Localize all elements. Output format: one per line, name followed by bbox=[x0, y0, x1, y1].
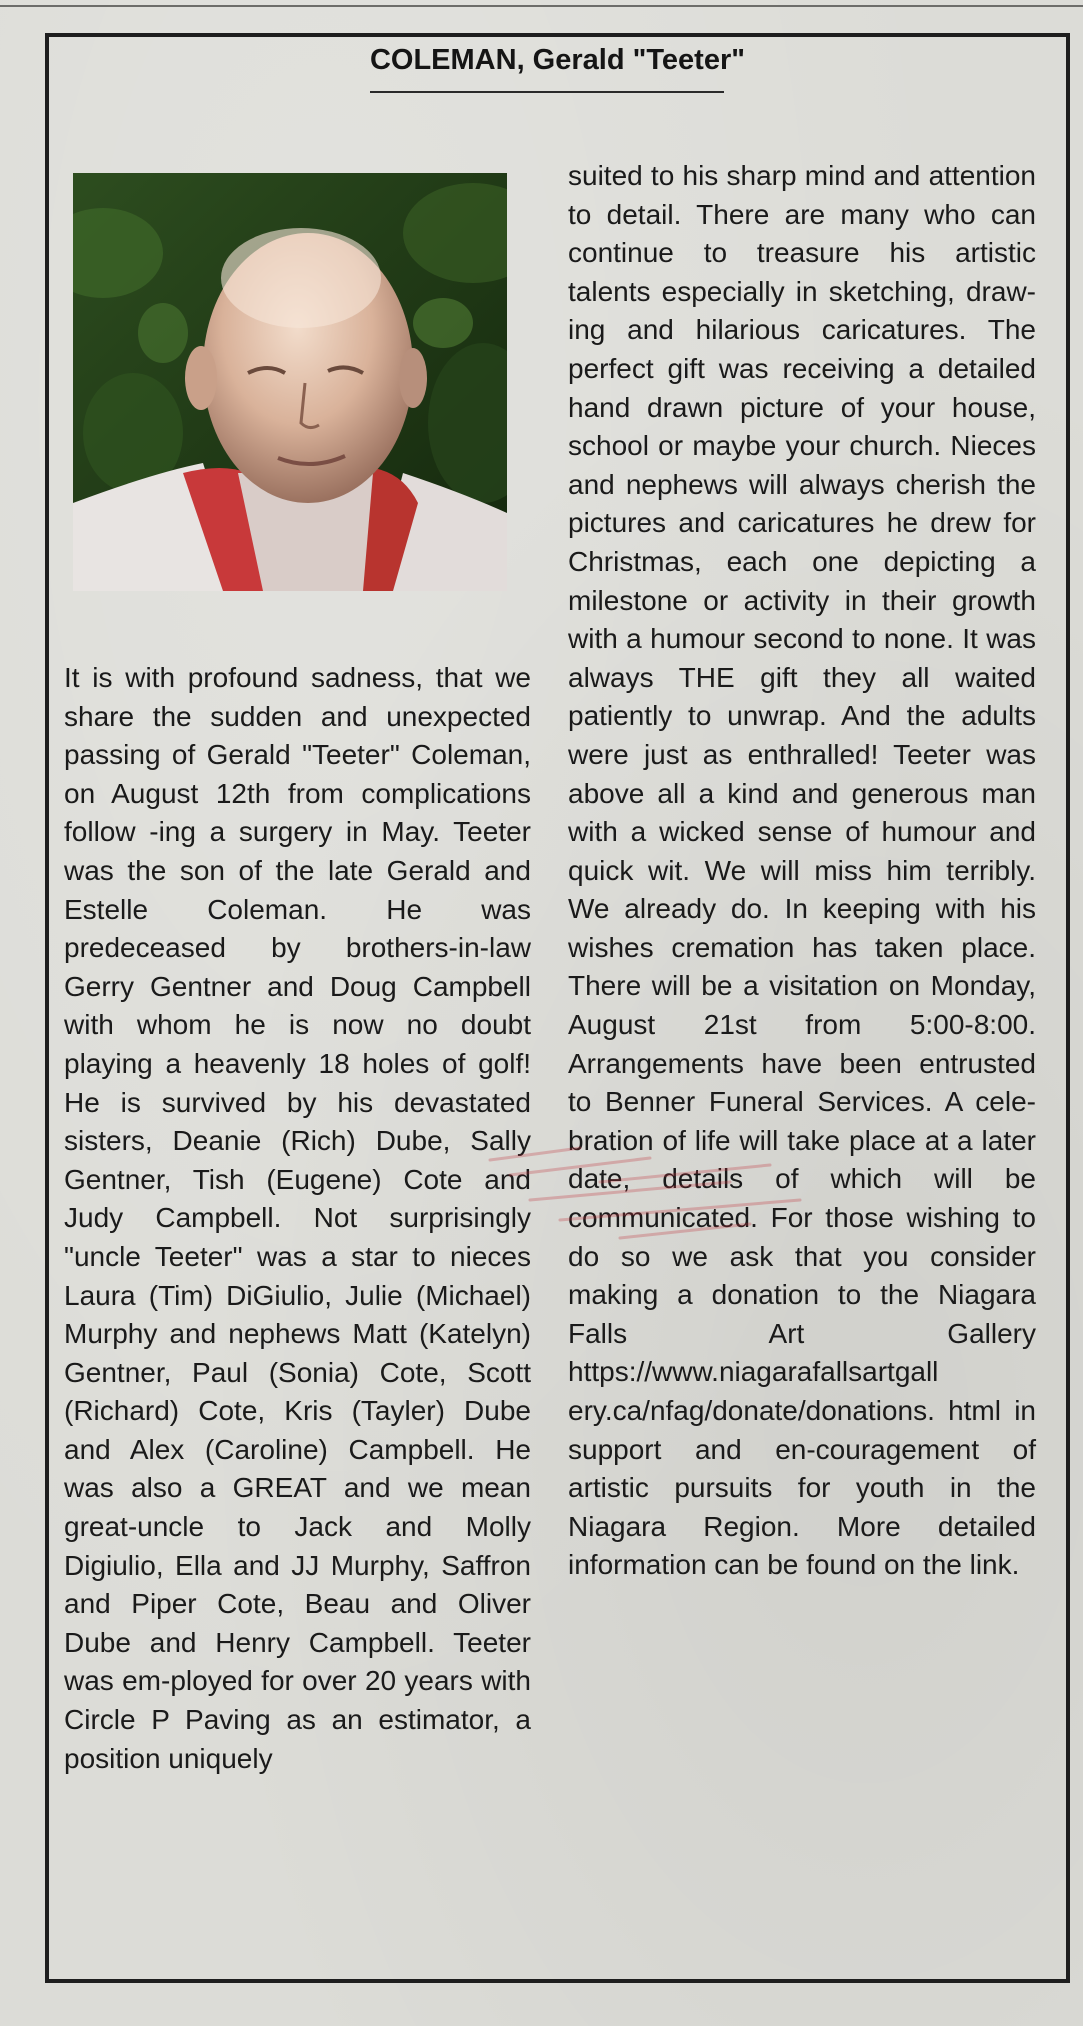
portrait-photo bbox=[73, 173, 507, 591]
obituary-text-right-column: suited to his sharp mind and attention to detail. There are many who can continue to treasure his artistic talents especially in sketching, draw-ing and hilarious caricatures. The perfect gift was receiving a detailed hand drawn picture of your house, school or maybe your church. Nieces and nephews will always cherish the pictures and caricatures he drew for Christmas, each one depicting a milestone or activity in their growth with a humour second to none. It was always THE gift they all waited patiently to unwrap. And the adults were just as enthralled! Teeter was above all a kind and generous man with a wicked sense of humour and quick wit. We will miss him terribly. We already do. In keeping with his wishes cremation has taken place. There will be a visitation on Monday, August 21st from 5:00-8:00. Arrangements have been entrusted to Benner Funeral Services. A cele-bration of life will take place at a later date, details of which will be communicated. For those wishing to do so we ask that you consider making a donation to the Niagara Falls Art Gallery https://www.niagarafallsartgall ery.ca/nfag/donate/donations. html in support and en-couragement of artistic pursuits for youth in the Niagara Region. More detailed information can be found on the link. bbox=[568, 160, 1036, 1581]
top-divider-line bbox=[0, 5, 1083, 7]
title-underline bbox=[370, 91, 724, 93]
obituary-text-left-column: It is with profound sadness, that we share the sudden and unexpected passing of Gerald "Teeter" Coleman, on August 12th from complications follow -ing a surgery in May. Teeter was the son of the late Gerald and Estelle Coleman. He was predeceased by brothers-in-law Gerry Gentner and Doug Campbell with whom he is now no doubt playing a heavenly 18 holes of golf! He is survived by his devastated sisters, Deanie (Rich) Dube, Sally Gentner, Tish (Eugene) Cote and Judy Campbell. Not surprisingly "uncle Teeter" was a star to nieces Laura (Tim) DiGiulio, Julie (Michael) Murphy and nephews Matt (Katelyn) Gentner, Paul (Sonia) Cote, Scott (Richard) Cote, Kris (Tayler) Dube and Alex (Caroline) Campbell. He was also a GREAT and we mean great-uncle to Jack and Molly Digiulio, Ella and JJ Murphy, Saffron and Piper Cote, Beau and Oliver Dube and Henry Campbell. Teeter was em-ployed for over 20 years with Circle P Paving as an estimator, a position uniquely bbox=[64, 662, 531, 1774]
obituary-title: COLEMAN, Gerald "Teeter" bbox=[369, 44, 746, 76]
